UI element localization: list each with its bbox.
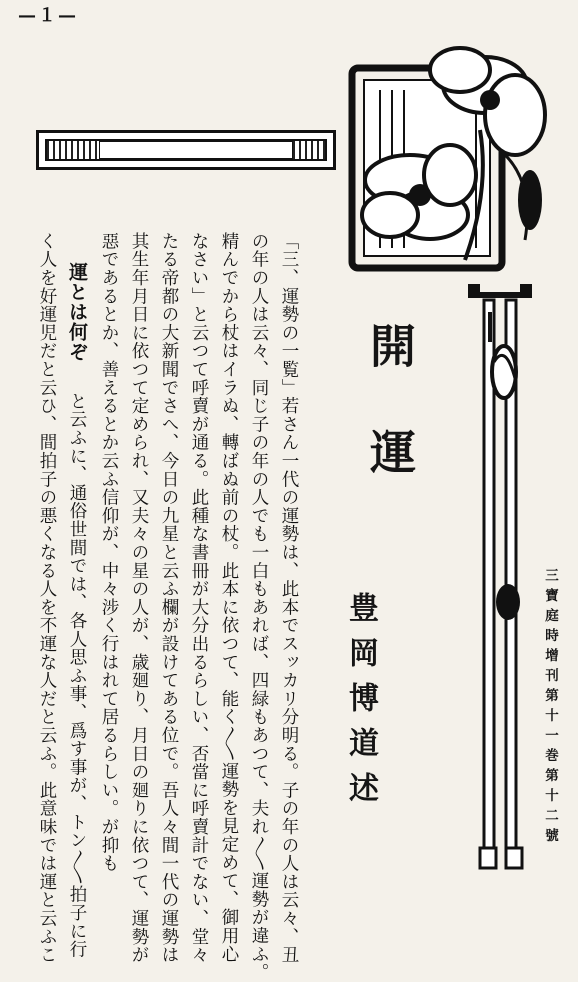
body-column-6: 其生年月日に依つて定められ、又夫々の星の人が、歳廻り、月日の廻りに依つて、運勢が xyxy=(129,232,149,964)
body-column-5: たる帝都の大新聞でさへ、今日の九星と云ふ欄が設けてある位で。吾人々間一代の運勢は xyxy=(159,232,179,964)
body-column-1: 「三、運勢の一覧」若さん一代の運勢は、此本でスッカリ分明る。子の年の人は云々、丑 xyxy=(279,232,299,964)
section-heading: 運とは何ぞ xyxy=(66,262,88,362)
page-number: —１— xyxy=(18,5,78,26)
body-column-2: の年の人は云々、同じ子の年の人でも一白もあれば、四緑もあつて、夫れ〳〵運勢が違ふ。 xyxy=(249,232,269,982)
flower-ornament-icon xyxy=(340,30,560,275)
article-author: 豊岡博道述 xyxy=(343,592,378,817)
body-column-7: 惡であるとか、善えるとか云ふ信仰が、中々涉く行はれて居るらしい。が抑も xyxy=(99,232,119,873)
section-heading-continuation: と云ふに、通俗世間では、各人思ふ事、爲す事が、トン〳〵拍子に行 xyxy=(67,392,87,959)
article-title: 開運 xyxy=(363,322,417,534)
volume-issue-label: 三寶庭時增刊第十一巻第十二號 xyxy=(542,568,558,848)
header-ornamental-bar xyxy=(36,130,336,170)
body-column-4: なさい」と云つて呼賣が通る。此種な書冊が大分出るらしい、否當に呼賣計でない、堂々 xyxy=(189,232,209,964)
decorative-vertical-rule xyxy=(466,282,534,882)
body-column-closing: く人を好運児だと云ひ、間拍子の悪くなる人を不運な人だと云ふ。此意味では運と云ふこ xyxy=(37,232,57,964)
body-column-3: 精んでから杖はイラぬ、轉ばぬ前の杖。此本に依つて、能く〳〵運勢を見定めて、御用心 xyxy=(219,232,239,964)
